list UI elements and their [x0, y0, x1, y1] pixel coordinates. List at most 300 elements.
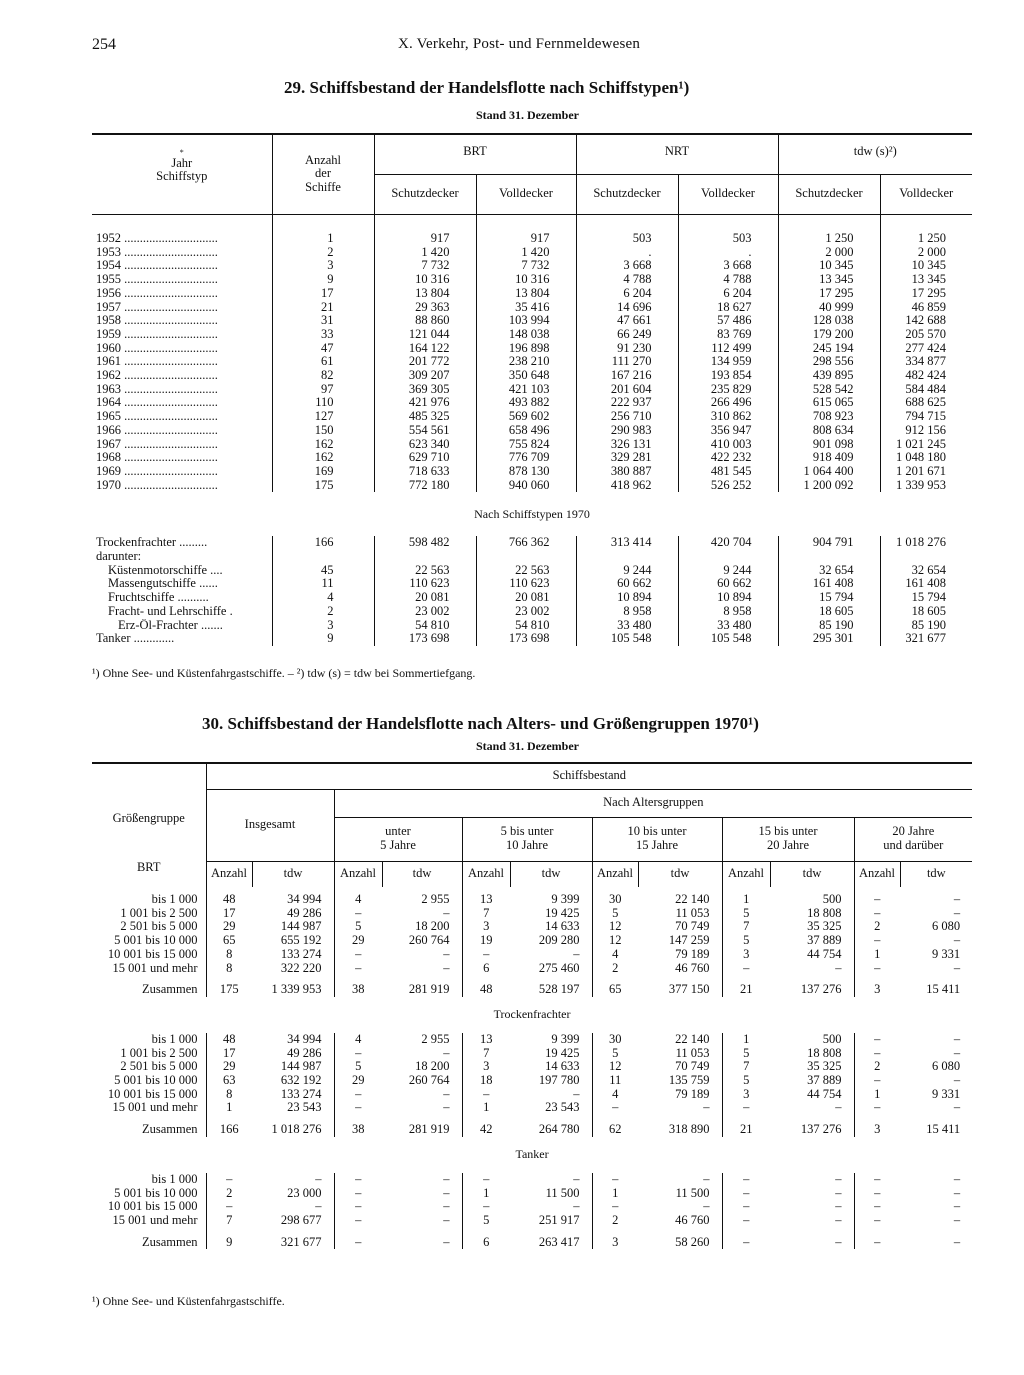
- table-cell: –: [953, 960, 961, 975]
- table-30-footnote: ¹) Ohne See- und Küstenfahrgastschiffe.: [92, 1294, 285, 1308]
- table-cell: 904 791: [778, 536, 880, 550]
- table-cell: 85 190: [778, 619, 880, 633]
- table-cell: 175: [219, 982, 239, 997]
- table-row: [92, 273, 972, 287]
- tdw-subheader: tdw: [510, 861, 592, 887]
- table-cell: 23 543: [510, 1101, 592, 1115]
- table-cell: –: [743, 1171, 750, 1186]
- table-cell: 30: [609, 1031, 622, 1046]
- size-group-label: 1 001 bis 2 500: [92, 907, 206, 921]
- table-cell: 918 409: [778, 451, 880, 465]
- tdw-subheader: tdw: [900, 861, 972, 887]
- table-cell: 110 623: [374, 577, 476, 591]
- age-group-line-1: 10 bis unter: [627, 824, 687, 839]
- table-cell: –: [355, 946, 362, 961]
- table-cell: 17 295: [911, 285, 947, 300]
- table-cell: 22 563: [476, 564, 576, 578]
- table-cell: 251 917: [510, 1214, 592, 1228]
- table-cell: 658 496: [476, 424, 576, 438]
- table-cell: [576, 550, 678, 564]
- table-cell: 133 274: [252, 948, 334, 962]
- table-cell: 8 958: [678, 605, 778, 619]
- table-cell: 15 794: [911, 590, 947, 605]
- table-cell: –: [355, 1100, 362, 1115]
- table-cell: 4: [355, 892, 362, 906]
- table-cell: 29: [223, 919, 236, 934]
- table-cell: 21: [272, 301, 374, 315]
- table-cell: 35 325: [770, 1060, 854, 1074]
- table-cell: –: [874, 960, 881, 975]
- table-cell: 11: [609, 1073, 622, 1088]
- table-cell: –: [743, 1185, 750, 1200]
- table-cell: 1: [743, 1031, 750, 1046]
- table-row: [92, 451, 972, 465]
- table-cell: 2: [874, 919, 881, 934]
- table-row: [92, 410, 972, 424]
- table-row: [92, 1101, 972, 1115]
- table-row: [92, 893, 972, 907]
- table-cell: 708 923: [778, 410, 880, 424]
- table-cell: 1: [874, 946, 881, 961]
- anzahl-subheader: Anzahl: [854, 861, 900, 887]
- table-cell: 13: [480, 892, 493, 906]
- year-label: 1955 ..............................: [92, 273, 272, 287]
- table-cell: –: [953, 905, 961, 920]
- table-cell: –: [874, 1031, 881, 1046]
- table-cell: 9 399: [510, 893, 592, 907]
- table-cell: 3: [743, 946, 750, 961]
- table-cell: –: [770, 962, 854, 976]
- age-group-line-1: 5 bis unter: [500, 824, 554, 839]
- table-cell: 38: [352, 982, 365, 997]
- table-cell: 410 003: [678, 438, 778, 452]
- table-cell: [272, 550, 374, 564]
- table-cell: 110: [272, 396, 374, 410]
- table-cell: –: [953, 1185, 961, 1200]
- tdw-subheader: tdw: [252, 861, 334, 887]
- type-label: Trockenfrachter .........: [92, 536, 272, 550]
- table-row: [92, 1088, 972, 1102]
- table-cell: 201 604: [576, 383, 678, 397]
- table-row: [92, 465, 972, 479]
- table-cell: 23 002: [374, 605, 476, 619]
- table-cell: –: [382, 907, 462, 921]
- table-cell: –: [483, 946, 490, 961]
- table-row: [92, 632, 972, 646]
- anzahl-header-line-1: Anzahl: [304, 152, 342, 167]
- table-cell: 5: [743, 905, 750, 920]
- year-label: 1965 ..............................: [92, 410, 272, 424]
- tdw-subheader: tdw: [770, 861, 854, 887]
- table-cell: 162: [272, 451, 374, 465]
- table-row: [92, 479, 972, 493]
- table-cell: 481 545: [678, 465, 778, 479]
- table-row: [92, 301, 972, 315]
- table-cell: 1 420: [476, 246, 576, 260]
- year-label: 1956 ..............................: [92, 287, 272, 301]
- table-cell: –: [953, 1212, 961, 1227]
- table-cell: 7: [226, 1212, 233, 1227]
- table-cell: –: [355, 1199, 362, 1214]
- table-cell: 2 000: [917, 244, 947, 259]
- table-cell: 615 065: [778, 396, 880, 410]
- table-cell: –: [510, 1088, 592, 1102]
- table-cell: 766 362: [476, 536, 576, 550]
- table-row: [92, 1060, 972, 1074]
- table-row: [92, 907, 972, 921]
- table-cell: 940 060: [476, 479, 576, 493]
- table-cell: 281 919: [382, 1123, 462, 1137]
- table-cell: 2: [612, 960, 619, 975]
- table-cell: 47 661: [576, 314, 678, 328]
- table-cell: 12: [609, 1059, 622, 1074]
- table-cell: 321 677: [252, 1236, 334, 1250]
- table-cell: 6 204: [576, 287, 678, 301]
- table-cell: 46 760: [638, 1214, 722, 1228]
- table-cell: 137 276: [770, 1123, 854, 1137]
- table-cell: 83 769: [678, 328, 778, 342]
- nach-altersgruppen-header: Nach Altersgruppen: [334, 789, 972, 817]
- table-cell: 917: [374, 232, 476, 246]
- size-group-label: Zusammen: [92, 1236, 206, 1250]
- table-cell: 632 192: [252, 1074, 334, 1088]
- brt-schutzdecker-header: Schutzdecker: [374, 174, 476, 214]
- table-cell: 298 556: [778, 355, 880, 369]
- table-cell: 147 259: [638, 934, 722, 948]
- table-cell: 18 808: [770, 907, 854, 921]
- schiffstyp-header: Schiffstyp: [156, 169, 208, 184]
- age-group-header: [592, 817, 722, 861]
- age-group-line-2: und darüber: [883, 838, 944, 852]
- size-group-label: 15 001 und mehr: [92, 962, 206, 976]
- table-cell: –: [874, 1045, 881, 1060]
- table-cell: –: [483, 1171, 490, 1186]
- table-cell: 18 605: [778, 605, 880, 619]
- table-cell: 3: [483, 919, 490, 934]
- table-cell: 1: [483, 1185, 490, 1200]
- table-row: [92, 1173, 972, 1187]
- table-cell: 193 854: [678, 369, 778, 383]
- table-cell: –: [226, 1171, 233, 1186]
- table-cell: 18 200: [382, 920, 462, 934]
- table-cell: 3: [272, 619, 374, 633]
- size-group-label: 5 001 bis 10 000: [92, 1074, 206, 1088]
- table-cell: 1 339 953: [896, 477, 947, 492]
- anzahl-header-line-3: Schiffe: [305, 180, 341, 195]
- table-cell: 34 994: [252, 1033, 334, 1047]
- table-cell: –: [252, 1200, 334, 1214]
- table-cell: 20 081: [476, 591, 576, 605]
- table-cell: 137 276: [770, 983, 854, 997]
- year-label: 1970 ..............................: [92, 479, 272, 493]
- jahr-schiffstyp-header: * Jahr Schiffstyp: [92, 134, 272, 214]
- table-cell: 54 810: [476, 619, 576, 633]
- table-row: [92, 1047, 972, 1061]
- table-cell: –: [743, 1234, 750, 1249]
- table-cell: 266 496: [678, 396, 778, 410]
- table-row: [92, 369, 972, 383]
- table-29-subtitle: Stand 31. Dezember: [476, 108, 579, 122]
- table-cell: 91 230: [576, 342, 678, 356]
- table-cell: 5: [612, 1045, 619, 1060]
- table-cell: 6 080: [932, 1059, 961, 1074]
- table-cell: 42: [480, 1122, 493, 1137]
- table-cell: 1: [226, 1100, 233, 1115]
- table-cell: 313 414: [576, 536, 678, 550]
- age-group-header: [722, 817, 854, 861]
- table-cell: –: [382, 1236, 462, 1250]
- table-cell: 62: [609, 1122, 622, 1137]
- table-cell: 6: [483, 1234, 490, 1249]
- table-cell: 7 732: [374, 259, 476, 273]
- anzahl-subheader: Anzahl: [462, 861, 510, 887]
- table-cell: 334 877: [905, 354, 947, 369]
- table-cell: –: [953, 1100, 961, 1115]
- table-cell: 111 270: [576, 355, 678, 369]
- table-row: [92, 962, 972, 976]
- year-label: 1962 ..............................: [92, 369, 272, 383]
- table-cell: 10 894: [678, 591, 778, 605]
- table-cell: 309 207: [374, 369, 476, 383]
- table-cell: 1 420: [374, 246, 476, 260]
- table-cell: 3 668: [576, 259, 678, 273]
- table-cell: 420 704: [678, 536, 778, 550]
- table-cell: 105 548: [678, 632, 778, 646]
- sum-row: [92, 1123, 972, 1137]
- table-cell: 418 962: [576, 479, 678, 493]
- table-cell: 6: [483, 960, 490, 975]
- year-label: 1968 ..............................: [92, 451, 272, 465]
- table-cell: –: [612, 1100, 619, 1115]
- table-cell: 161 408: [905, 576, 947, 591]
- year-label: 1963 ..............................: [92, 383, 272, 397]
- table-cell: 2 000: [778, 246, 880, 260]
- table-cell: 1 339 953: [252, 983, 334, 997]
- table-cell: 8: [226, 960, 233, 975]
- table-cell: 18: [480, 1073, 493, 1088]
- section-tanker: [92, 1137, 972, 1173]
- table-cell: 10 316: [374, 273, 476, 287]
- table-cell: –: [382, 1200, 462, 1214]
- type-label: Küstenmotorschiffe ....: [92, 564, 272, 578]
- table-cell: 1 201 671: [896, 463, 947, 478]
- spacer-cell: [900, 1228, 972, 1236]
- table-row: [92, 1074, 972, 1088]
- table-cell: –: [510, 1200, 592, 1214]
- table-cell: 46 859: [911, 299, 947, 314]
- table-cell: 554 561: [374, 424, 476, 438]
- table-cell: –: [382, 1088, 462, 1102]
- table-row: [92, 383, 972, 397]
- table-cell: 164 122: [374, 342, 476, 356]
- table-cell: 369 305: [374, 383, 476, 397]
- table-cell: 144 987: [252, 1060, 334, 1074]
- table-cell: 482 424: [905, 368, 947, 383]
- table-cell: 175: [272, 479, 374, 493]
- table-cell: 526 252: [678, 479, 778, 493]
- size-group-label: 5 001 bis 10 000: [92, 1187, 206, 1201]
- table-cell: .: [678, 246, 778, 260]
- year-label: 1969 ..............................: [92, 465, 272, 479]
- age-group-line-1: 20 Jahre: [892, 824, 935, 839]
- table-cell: –: [953, 1234, 961, 1249]
- table-cell: 17 295: [778, 287, 880, 301]
- table-row: [92, 920, 972, 934]
- table-cell: 70 749: [638, 920, 722, 934]
- size-group-label: 2 501 bis 5 000: [92, 1060, 206, 1074]
- table-cell: 11 500: [510, 1187, 592, 1201]
- table-cell: 65: [609, 982, 622, 997]
- table-cell: 528 197: [510, 983, 592, 997]
- table-cell: 10 345: [911, 258, 947, 273]
- table-row: [92, 355, 972, 369]
- anzahl-header: [272, 134, 374, 214]
- type-label: Massengutschiffe ......: [92, 577, 272, 591]
- table-cell: 37 889: [770, 1074, 854, 1088]
- table-cell: 112 499: [678, 342, 778, 356]
- table-cell: 4: [272, 591, 374, 605]
- table-row: [92, 564, 972, 578]
- table-cell: –: [483, 1086, 490, 1101]
- table-cell: 321 677: [905, 631, 947, 646]
- table-cell: 9 331: [932, 1086, 961, 1101]
- table-cell: 3: [874, 1122, 881, 1137]
- table-cell: 263 417: [510, 1236, 592, 1250]
- table-cell: 17: [223, 905, 236, 920]
- table-cell: 485 325: [374, 410, 476, 424]
- table-cell: 23 002: [476, 605, 576, 619]
- table-cell: 422 232: [678, 451, 778, 465]
- table-cell: 21: [740, 1122, 753, 1137]
- table-cell: 70 749: [638, 1060, 722, 1074]
- table-cell: –: [874, 1100, 881, 1115]
- table-cell: –: [382, 1047, 462, 1061]
- table-cell: 7 732: [476, 259, 576, 273]
- year-label: 1964 ..............................: [92, 396, 272, 410]
- table-cell: –: [355, 1086, 362, 1101]
- table-cell: 12: [609, 933, 622, 948]
- table-cell: 878 130: [476, 465, 576, 479]
- table-cell: 61: [272, 355, 374, 369]
- table-cell: 222 937: [576, 396, 678, 410]
- table-cell: [880, 550, 972, 564]
- table-cell: 493 882: [476, 396, 576, 410]
- table-cell: 32 654: [778, 564, 880, 578]
- table-cell: 173 698: [476, 632, 576, 646]
- table-cell: 808 634: [778, 424, 880, 438]
- age-group-header: [854, 817, 972, 861]
- type-label: Fracht- und Lehrschiffe .: [92, 605, 272, 619]
- table-cell: 135 759: [638, 1074, 722, 1088]
- table-cell: 2 955: [382, 893, 462, 907]
- table-cell: 8: [226, 1086, 233, 1101]
- size-group-label: 15 001 und mehr: [92, 1101, 206, 1115]
- size-group-label: 2 501 bis 5 000: [92, 920, 206, 934]
- table-cell: 4: [612, 1086, 619, 1101]
- table-cell: –: [382, 1101, 462, 1115]
- table-cell: 1 250: [917, 231, 947, 245]
- table-cell: 5: [743, 933, 750, 948]
- year-label: 1953 ..............................: [92, 246, 272, 260]
- table-cell: –: [638, 1200, 722, 1214]
- table-cell: 3 668: [678, 259, 778, 273]
- table-cell: 66 249: [576, 328, 678, 342]
- tdw-header: tdw (s)²): [778, 134, 972, 174]
- table-cell: 1: [272, 232, 374, 246]
- table-cell: 35 416: [476, 301, 576, 315]
- size-group-label: bis 1 000: [92, 893, 206, 907]
- table-cell: –: [770, 1101, 854, 1115]
- table-cell: 14 633: [510, 920, 592, 934]
- table-cell: 148 038: [476, 328, 576, 342]
- table-cell: 65: [223, 933, 236, 948]
- type-label: Erz-Öl-Frachter .......: [92, 619, 272, 633]
- table-cell: 103 994: [476, 314, 576, 328]
- age-group-header: [334, 817, 462, 861]
- table-cell: –: [510, 948, 592, 962]
- tdw-subheader: tdw: [638, 861, 722, 887]
- table-cell: 260 764: [382, 1074, 462, 1088]
- table-cell: 22 563: [374, 564, 476, 578]
- table-cell: 18 808: [770, 1047, 854, 1061]
- table-cell: 10 316: [476, 273, 576, 287]
- table-cell: 318 890: [638, 1123, 722, 1137]
- table-cell: –: [953, 1073, 961, 1088]
- table-cell: 755 824: [476, 438, 576, 452]
- table-cell: 29 363: [374, 301, 476, 315]
- table-cell: 79 189: [638, 948, 722, 962]
- table-cell: –: [743, 1212, 750, 1227]
- type-label: Fruchtschiffe ..........: [92, 591, 272, 605]
- table-cell: 329 281: [576, 451, 678, 465]
- table-cell: 21: [740, 982, 753, 997]
- table-row: [92, 232, 972, 246]
- table-cell: –: [953, 1031, 961, 1046]
- table-cell: –: [874, 905, 881, 920]
- table-row: [92, 342, 972, 356]
- table-cell: 1 018 276: [896, 535, 947, 550]
- table-cell: 3: [743, 1086, 750, 1101]
- table-cell: 205 570: [905, 326, 947, 341]
- table-cell: 2: [272, 246, 374, 260]
- age-group-line-2: 10 Jahre: [506, 838, 548, 852]
- table-cell: 4: [612, 946, 619, 961]
- anzahl-subheader: Anzahl: [592, 861, 638, 887]
- table-cell: 3: [272, 259, 374, 273]
- table-cell: –: [510, 1173, 592, 1187]
- table-cell: 295 301: [778, 632, 880, 646]
- table-cell: –: [355, 1185, 362, 1200]
- table-cell: 322 220: [252, 962, 334, 976]
- table-row: [92, 934, 972, 948]
- table-cell: 63: [223, 1073, 236, 1088]
- table-cell: 1 018 276: [252, 1123, 334, 1137]
- table-cell: 17: [272, 287, 374, 301]
- table-cell: 57 486: [678, 314, 778, 328]
- size-group-label: 10 001 bis 15 000: [92, 1088, 206, 1102]
- table-cell: 144 987: [252, 920, 334, 934]
- table-cell: 2: [226, 1185, 233, 1200]
- table-cell: 5: [743, 1073, 750, 1088]
- table-cell: 3: [612, 1234, 619, 1249]
- table-cell: .: [576, 246, 678, 260]
- table-cell: 421 976: [374, 396, 476, 410]
- table-cell: –: [382, 962, 462, 976]
- table-row: [92, 1187, 972, 1201]
- table-cell: –: [874, 933, 881, 948]
- table-cell: 5: [483, 1212, 490, 1227]
- table-cell: 5: [355, 1059, 362, 1074]
